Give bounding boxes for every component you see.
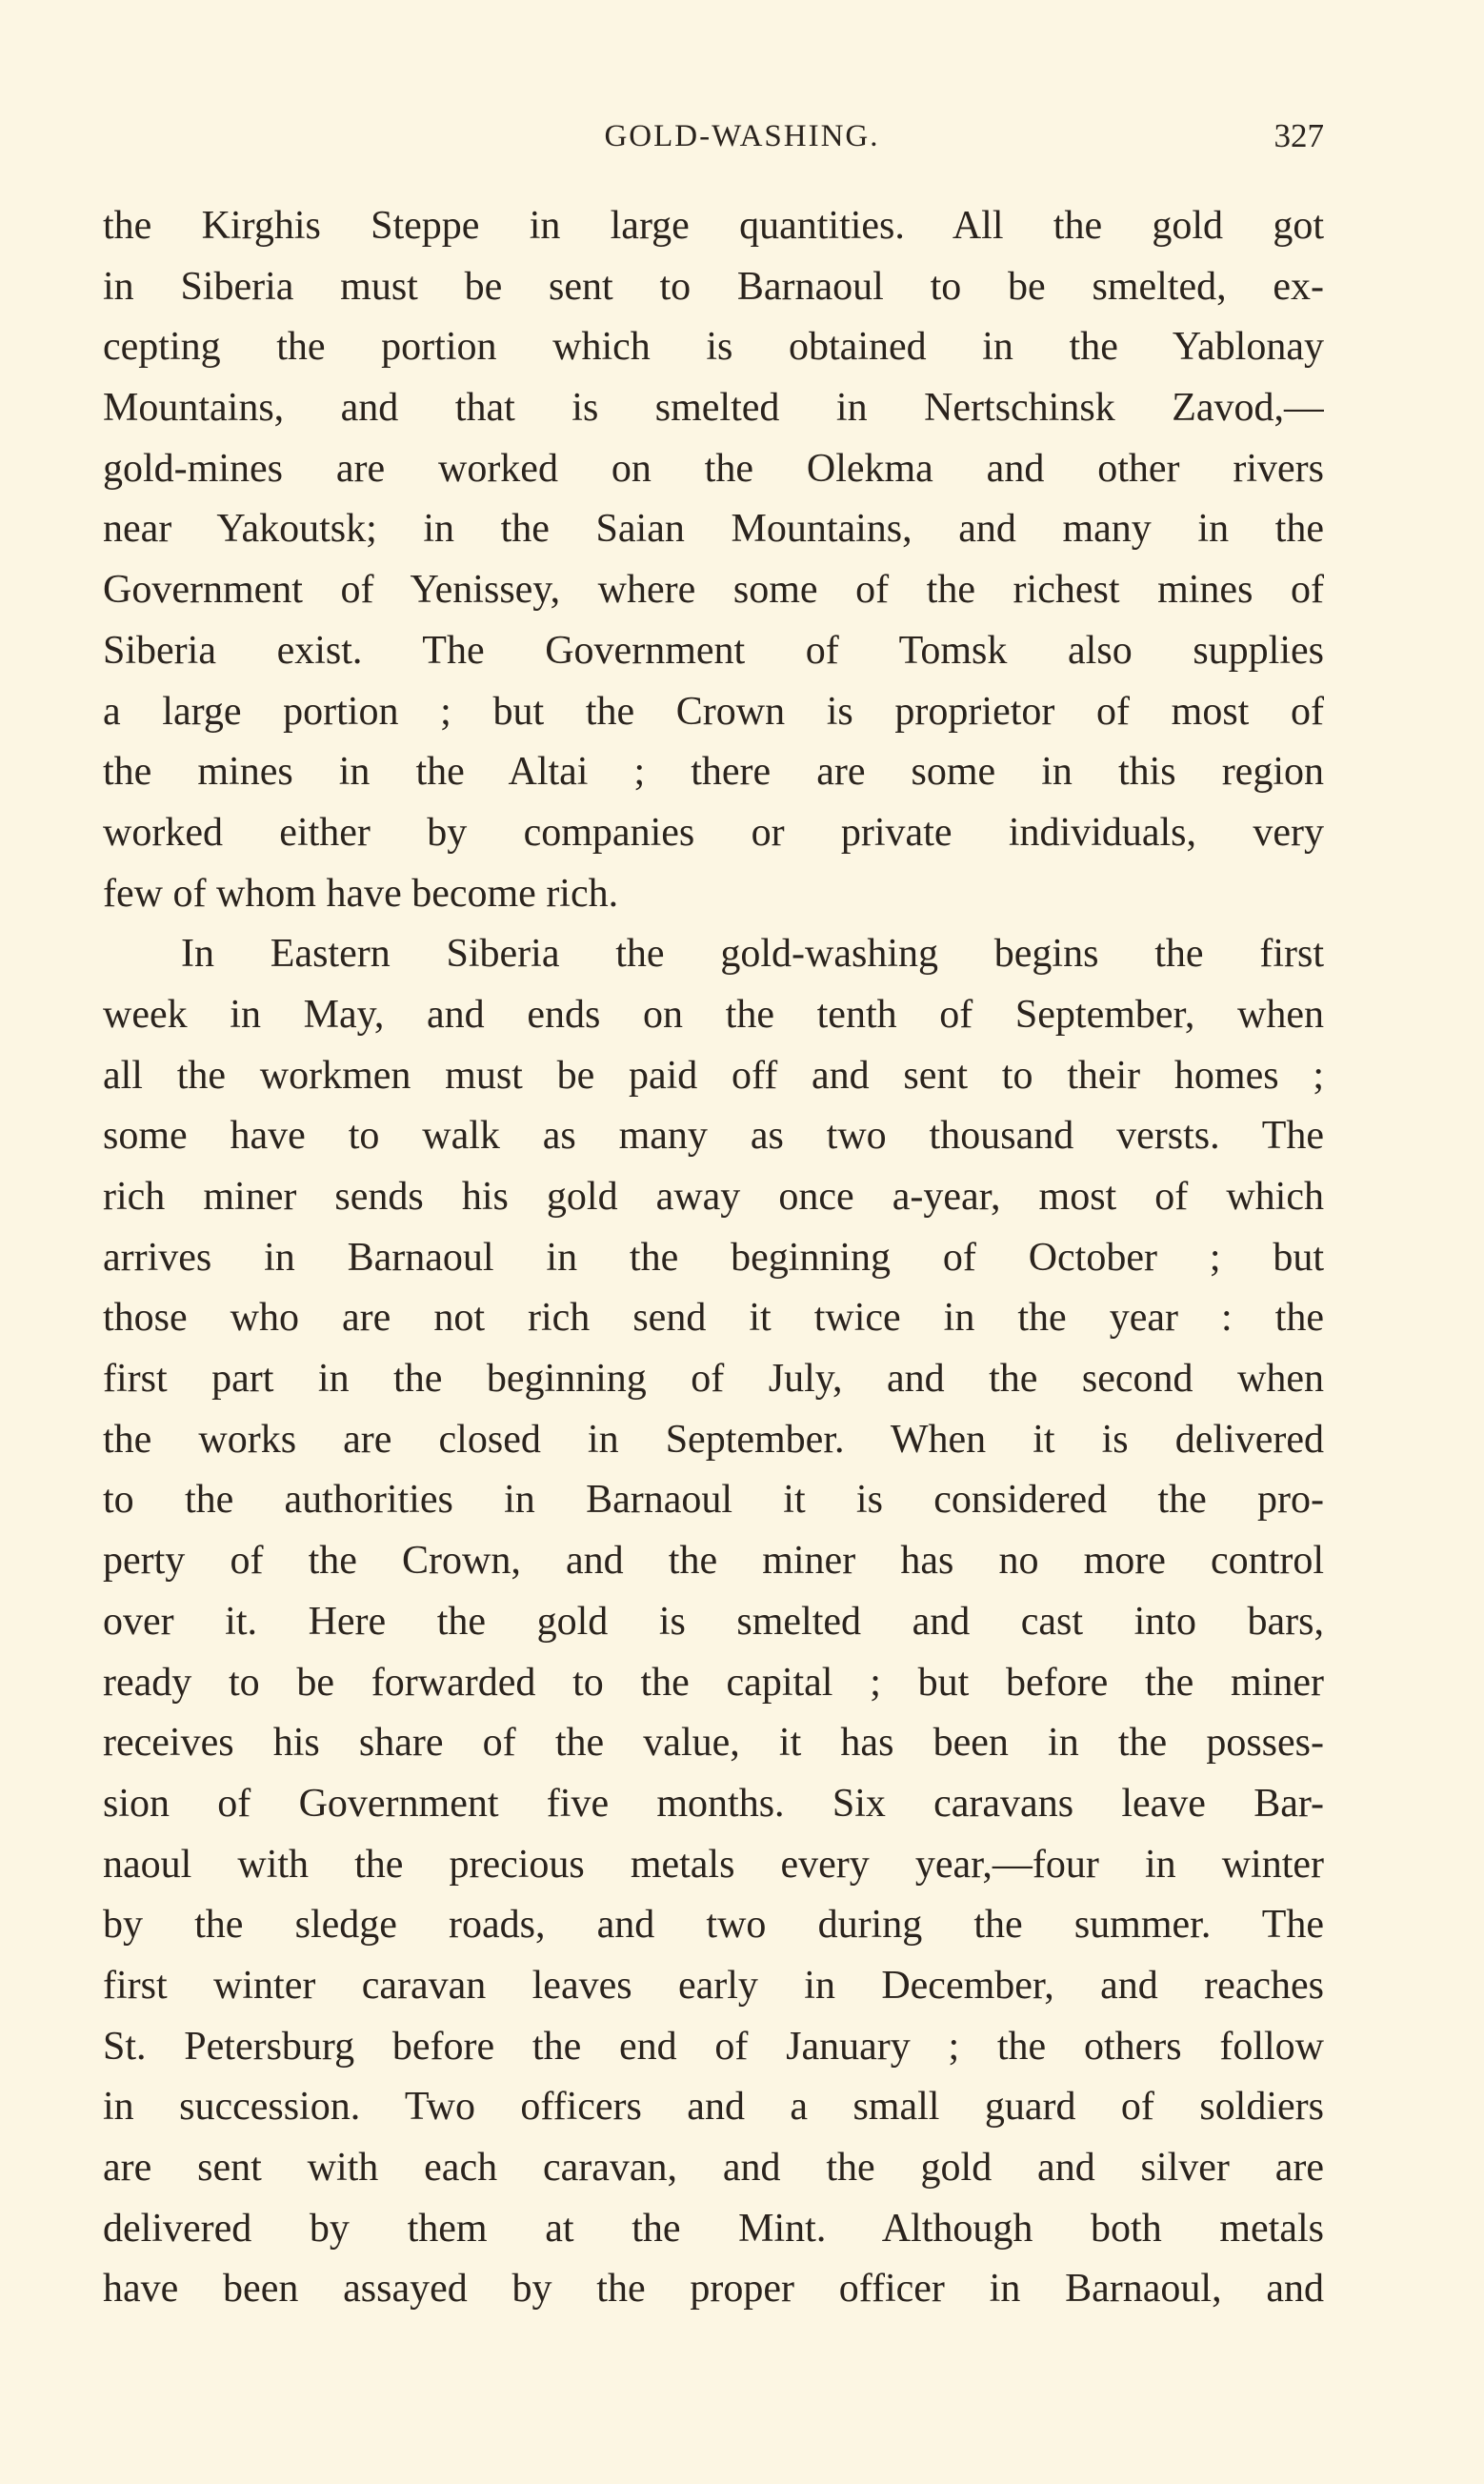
text-line: all the workmen must be paid off and sent to their homes ; (103, 1053, 1324, 1098)
text-line: receives his share of the value, it has been in the posses- (103, 1721, 1324, 1766)
text-line: by the sledge roads, and two during the summer. The (103, 1903, 1324, 1948)
text-line: over it. Here the gold is smelted and cast into bars, (103, 1599, 1324, 1644)
text-line: delivered by them at the Mint. Although both metals (103, 2206, 1324, 2251)
text-line: Mountains, and that is smelted in Nertschinsk Zavod,— (103, 386, 1324, 431)
text-line: week in May, and ends on the tenth of September, when (103, 992, 1324, 1037)
page-number: 327 (1273, 117, 1324, 154)
text-line: gold-mines are worked on the Olekma and other rivers (103, 446, 1324, 491)
text-line: the mines in the Altai ; there are some in this region (103, 750, 1324, 795)
text-line: in succession. Two officers and a small guard of soldiers (103, 2085, 1324, 2130)
text-line: naoul with the precious metals every year,—four in winter (103, 1842, 1324, 1887)
text-line: the Kirghis Steppe in large quantities. All the gold got (103, 204, 1324, 248)
text-line: near Yakoutsk; in the Saian Mountains, and many in the (103, 507, 1324, 552)
text-line: Government of Yenissey, where some of the richest mines of (103, 568, 1324, 613)
text-line: ready to be forwarded to the capital ; but before the miner (103, 1660, 1324, 1705)
text-line: in Siberia must be sent to Barnaoul to be smelted, ex- (103, 264, 1324, 309)
text-line: are sent with each caravan, and the gold and silver are (103, 2146, 1324, 2190)
text-line: those who are not rich send it twice in the year : the (103, 1296, 1324, 1341)
text-line: the works are closed in September. When it is delivered (103, 1417, 1324, 1462)
text-line: cepting the portion which is obtained in the Yablonay (103, 325, 1324, 370)
text-line: rich miner sends his gold away once a-year, most of which (103, 1175, 1324, 1219)
paragraph-start-line: In Eastern Siberia the gold-washing begins the first (181, 932, 1324, 977)
body-text (103, 196, 1324, 2320)
text-line: perty of the Crown, and the miner has no more control (103, 1539, 1324, 1584)
paragraph-end-line: few of whom have become rich. (103, 871, 619, 916)
text-line: first winter caravan leaves early in December, and reaches (103, 1963, 1324, 2008)
text-line: first part in the beginning of July, and the second when (103, 1357, 1324, 1402)
text-line: arrives in Barnaoul in the beginning of October ; but (103, 1235, 1324, 1280)
text-line: a large portion ; but the Crown is proprietor of most of (103, 689, 1324, 734)
text-line: some have to walk as many as two thousand versts. The (103, 1114, 1324, 1159)
running-title: GOLD-WASHING. (604, 119, 880, 153)
text-line: sion of Government five months. Six caravans leave Bar- (103, 1781, 1324, 1826)
text-line: worked either by companies or private individuals, very (103, 810, 1324, 855)
text-line: Siberia exist. The Government of Tomsk also supplies (103, 628, 1324, 673)
text-line: to the authorities in Barnaoul it is considered the pro- (103, 1478, 1324, 1523)
running-head (0, 112, 1484, 160)
text-line: have been assayed by the proper officer in Barnaoul, and (103, 2267, 1324, 2312)
text-line: St. Petersburg before the end of January ; the others follow (103, 2024, 1324, 2069)
